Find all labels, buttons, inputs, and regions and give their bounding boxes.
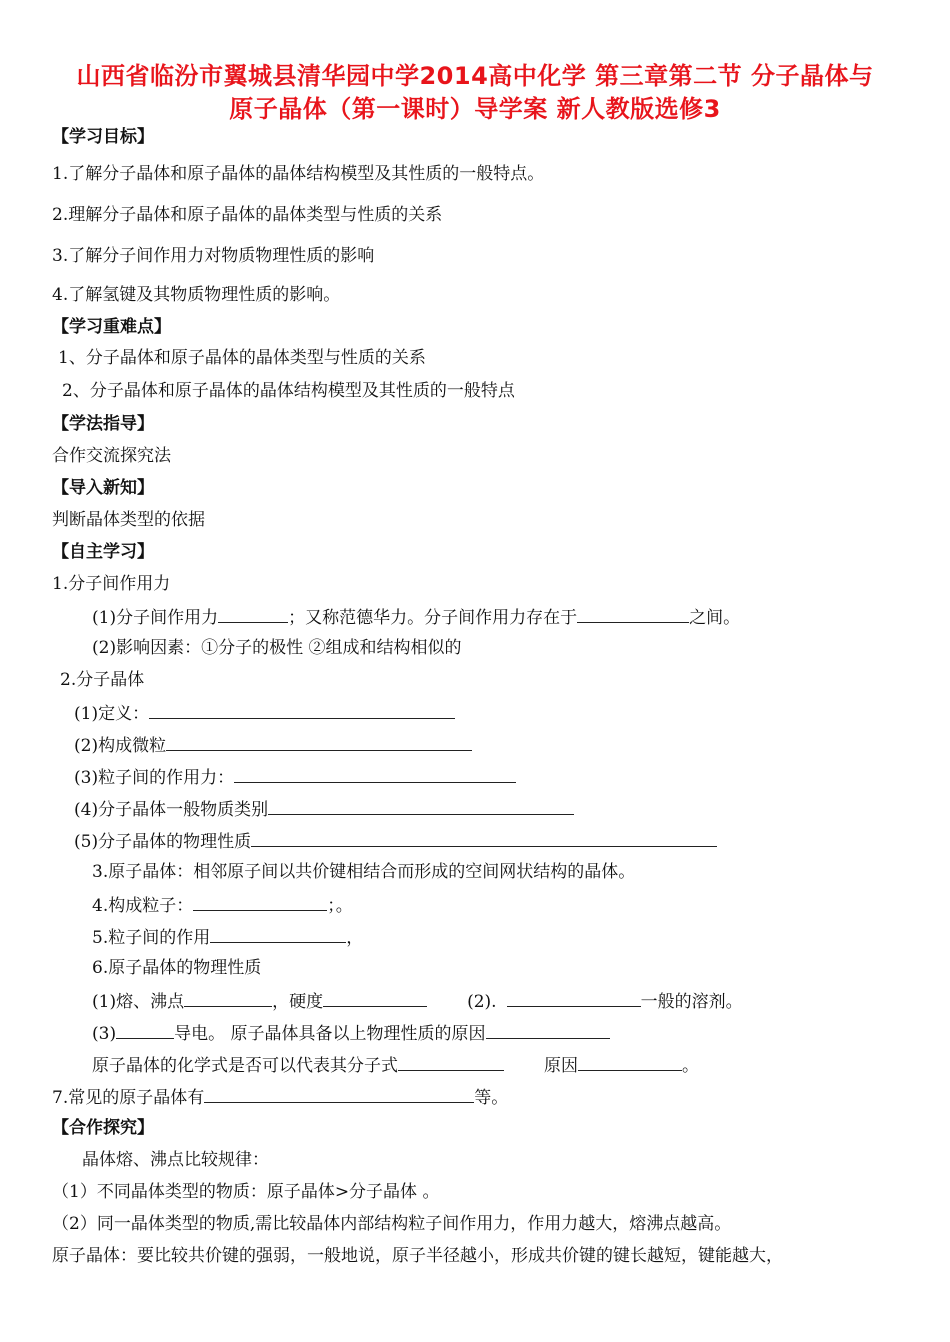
document-title-line-1: 山西省临汾市翼城县清华园中学2014高中化学 第三章第二节 分子晶体与: [76, 62, 874, 90]
common-atomic-crystals-row: [52, 1085, 508, 1109]
particle-force-label: (3)粒子间的作用力：: [74, 768, 235, 788]
common-atomic-crystals-end: 等。: [474, 1088, 509, 1108]
fill-blank[interactable]: [577, 605, 689, 623]
constituent-particles-label: 4.构成粒子：: [92, 896, 194, 916]
hardness-label: ，硬度: [272, 992, 324, 1012]
fill-blank[interactable]: [486, 1021, 610, 1039]
melting-hardness-row: [92, 989, 743, 1013]
fill-blank[interactable]: [234, 765, 516, 783]
particles-label: (2)构成微粒: [74, 736, 167, 756]
intermolecular-force-label: (1)分子间作用力: [92, 608, 219, 628]
key-point-item-2: 2、分子晶体和原子晶体的晶体结构模型及其性质的一般特点: [62, 381, 515, 401]
fill-blank[interactable]: [149, 701, 455, 719]
fill-blank[interactable]: [268, 797, 574, 815]
substance-category-row: [74, 797, 574, 821]
conductivity-text: 导电。 原子晶体具备以上物理性质的原因: [174, 1024, 486, 1044]
atomic-crystal-definition: 3.原子晶体：相邻原子间以共价键相结合而形成的空间网状结构的晶体。: [92, 862, 636, 882]
explore-rule-1: （1）不同晶体类型的物质：原子晶体>分子晶体 。: [52, 1182, 440, 1202]
solvent-label: (2).: [467, 992, 497, 1012]
explore-heading: 【合作探究】: [52, 1118, 154, 1138]
melting-point-label: (1)熔、沸点: [92, 992, 185, 1012]
method-heading: 【学法指导】: [52, 414, 154, 434]
fill-blank[interactable]: [116, 1021, 174, 1039]
definition-label: (1)定义：: [74, 704, 150, 724]
constituent-particles-end: ；。: [327, 896, 353, 916]
intermolecular-force-text: ；又称范德华力。分子间作用力存在于: [288, 608, 578, 628]
intermolecular-force-end: 之间。: [689, 608, 741, 628]
influence-factors: (2)影响因素：①分子的极性 ②组成和结构相似的: [92, 638, 462, 658]
section-1-title: 1.分子间作用力: [52, 574, 171, 594]
constituent-particles-row: [92, 893, 353, 917]
objective-item-2: 2.理解分子晶体和原子晶体的晶体类型与性质的关系: [52, 205, 443, 225]
particle-interaction-end: ，: [346, 928, 364, 948]
intro-text: 判断晶体类型的依据: [52, 510, 205, 530]
fill-blank[interactable]: [398, 1053, 504, 1071]
particle-interaction-label: 5.粒子间的作用: [92, 928, 211, 948]
fill-blank[interactable]: [507, 989, 641, 1007]
fill-blank[interactable]: [184, 989, 272, 1007]
fill-blank[interactable]: [251, 829, 717, 847]
particles-row: [74, 733, 472, 757]
fill-blank[interactable]: [323, 989, 427, 1007]
objective-item-4: 4.了解氢键及其物质物理性质的影响。: [52, 285, 341, 305]
fill-blank[interactable]: [218, 605, 288, 623]
conductivity-row: [92, 1021, 610, 1045]
definition-row: [74, 701, 455, 725]
section-2-title: 2.分子晶体: [60, 670, 145, 690]
reason-label: 原因: [544, 1056, 578, 1076]
formula-end: 。: [682, 1056, 699, 1076]
conductivity-label: (3): [92, 1024, 117, 1044]
explore-intro: 晶体熔、沸点比较规律：: [82, 1150, 269, 1170]
fill-blank[interactable]: [210, 925, 346, 943]
intermolecular-force-row: [92, 605, 740, 629]
fill-blank[interactable]: [166, 733, 472, 751]
document-title-line-2: 原子晶体（第一课时）导学案 新人教版选修3: [229, 95, 721, 123]
substance-category-label: (4)分子晶体一般物质类别: [74, 800, 269, 820]
key-points-heading: 【学习重难点】: [52, 317, 171, 337]
physical-property-row: [74, 829, 717, 853]
particle-force-row: [74, 765, 516, 789]
method-text: 合作交流探究法: [52, 446, 171, 466]
atomic-physical-properties: 6.原子晶体的物理性质: [92, 958, 262, 978]
key-point-item-1: 1、分子晶体和原子晶体的晶体类型与性质的关系: [58, 348, 426, 368]
fill-blank[interactable]: [578, 1053, 682, 1071]
fill-blank[interactable]: [204, 1085, 474, 1103]
objectives-heading: 【学习目标】: [52, 127, 154, 147]
objective-item-3: 3.了解分子间作用力对物质物理性质的影响: [52, 246, 375, 266]
particle-interaction-row: [92, 925, 363, 949]
formula-row: [92, 1053, 699, 1077]
intro-heading: 【导入新知】: [52, 478, 154, 498]
self-study-heading: 【自主学习】: [52, 542, 154, 562]
explore-rule-2: （2）同一晶体类型的物质,需比较晶体内部结构粒子间作用力，作用力越大，熔沸点越高。: [52, 1214, 732, 1234]
formula-question: 原子晶体的化学式是否可以代表其分子式: [92, 1056, 398, 1076]
objective-item-1: 1.了解分子晶体和原子晶体的晶体结构模型及其性质的一般特点。: [52, 164, 545, 184]
fill-blank[interactable]: [193, 893, 327, 911]
physical-property-label: (5)分子晶体的物理性质: [74, 832, 252, 852]
common-atomic-crystals-label: 7.常见的原子晶体有: [52, 1088, 205, 1108]
explore-rule-3: 原子晶体：要比较共价键的强弱，一般地说，原子半径越小，形成共价键的键长越短，键能越大，: [52, 1246, 783, 1266]
solvent-text: 一般的溶剂。: [640, 992, 743, 1012]
